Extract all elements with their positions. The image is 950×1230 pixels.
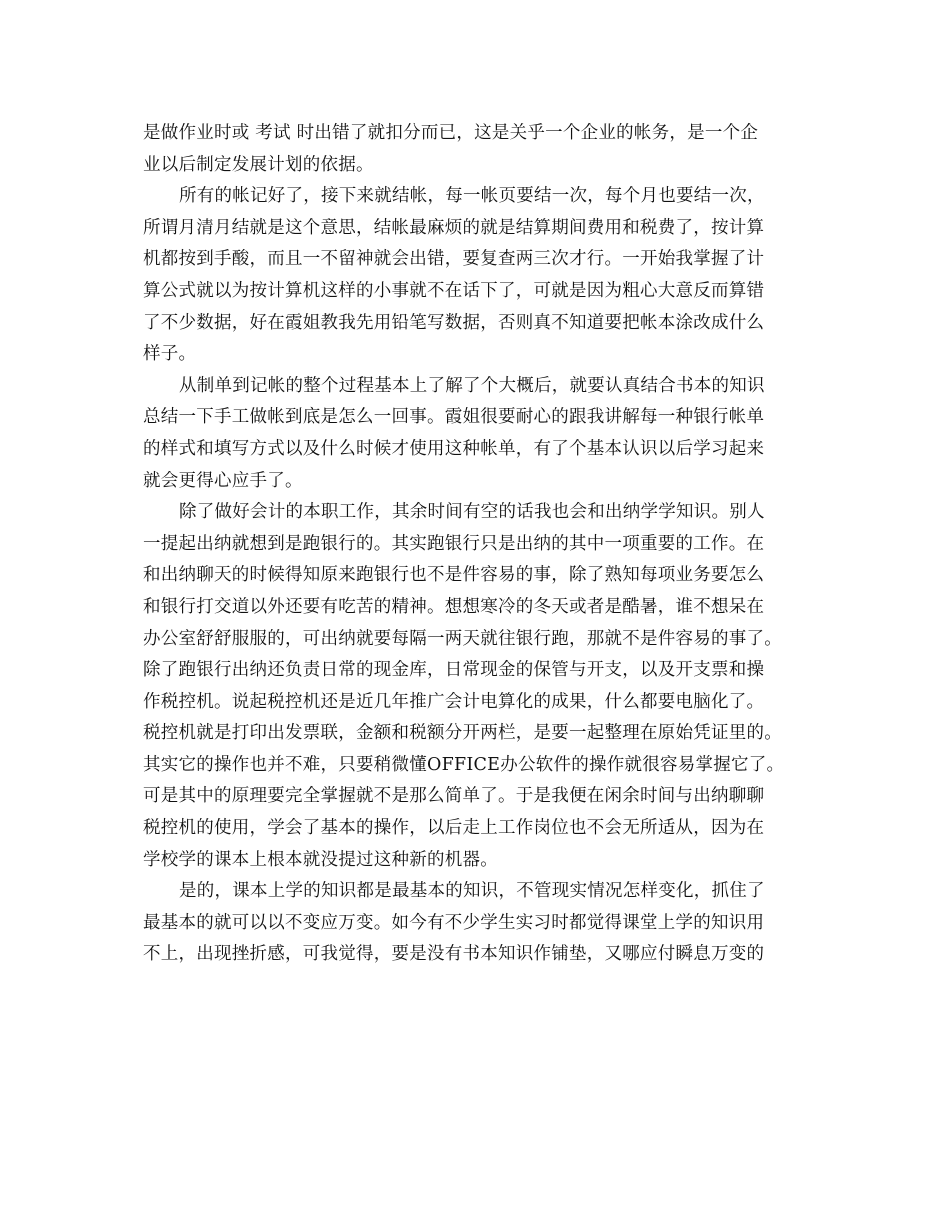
paragraph: [143, 876, 808, 971]
text-line: 了不少数据，好在霞姐教我先用铅笔写数据，否则真不知道要把帐本涂改成什么: [143, 312, 765, 333]
text-line: 从制单到记帐的整个过程基本上了解了个大概后，就要认真结合书本的知识: [179, 375, 765, 396]
paragraph: [143, 181, 808, 371]
text-line: 的样式和填写方式以及什么时候才使用这种帐单，有了个基本认识以后学习起来: [143, 438, 765, 459]
paragraph: [143, 371, 808, 497]
body-text: [143, 118, 808, 971]
text-line: 业以后制定发展计划的依据。: [143, 154, 374, 175]
text-line: 是的，课本上学的知识都是最基本的知识，不管现实情况怎样变化，抓住了: [179, 881, 765, 902]
text-line: 机都按到手酸，而且一不留神就会出错，要复查两三次才行。一开始我掌握了计: [143, 249, 765, 270]
text-line: 税控机的使用，学会了基本的操作，以后走上工作岗位也不会无所适从，因为在: [143, 818, 765, 839]
text-line: 所谓月清月结就是这个意思，结帐最麻烦的就是结算期间费用和税费了，按计算: [143, 217, 765, 238]
text-line: 是做作业时或 考试 时出错了就扣分而已，这是关乎一个企业的帐务，是一个企: [143, 123, 759, 143]
paragraph: [143, 118, 808, 181]
text-line: 办公室舒舒服服的，可出纳就要每隔一两天就往银行跑，那就不是件容易的事了。: [143, 628, 782, 649]
text-line: 和银行打交道以外还要有吃苦的精神。想想寒冷的冬天或者是酷暑，谁不想呆在: [143, 596, 765, 617]
text-line: 样子。: [143, 344, 197, 365]
text-line: 和出纳聊天的时候得知原来跑银行也不是件容易的事，除了熟知每项业务要怎么: [143, 565, 765, 586]
text-line: 除了做好会计的本职工作，其余时间有空的话我也会和出纳学学知识。别人: [179, 502, 765, 523]
text-line: 除了跑银行出纳还负责日常的现金库，日常现金的保管与开支，以及开支票和操: [143, 660, 765, 681]
text-line: 算公式就以为按计算机这样的小事就不在话下了，可就是因为粗心大意反而算错: [143, 280, 765, 301]
text-line: 就会更得心应手了。: [143, 470, 303, 491]
text-line: 作税控机。说起税控机还是近几年推广会计电算化的成果，什么都要电脑化了。: [143, 691, 765, 712]
text-line: 学校学的课本上根本就没提过这种新的机器。: [143, 849, 498, 870]
text-line: 税控机就是打印出发票联，金额和税额分开两栏，是要一起整理在原始凭证里的。: [143, 723, 782, 744]
text-line: 所有的帐记好了，接下来就结帐，每一帐页要结一次，每个月也要结一次，: [179, 186, 765, 207]
text-line: 其实它的操作也并不难，只要稍微懂OFFICE办公软件的操作就很容易掌握它了。: [143, 754, 785, 775]
text-line: 最基本的就可以以不变应万变。如今有不少学生实习时都觉得课堂上学的知识用: [143, 912, 765, 933]
text-line: 一提起出纳就想到是跑银行的。其实跑银行只是出纳的其中一项重要的工作。在: [143, 533, 765, 554]
paragraph: [143, 497, 808, 876]
text-line: 可是其中的原理要完全掌握就不是那么简单了。于是我便在闲余时间与出纳聊聊: [143, 786, 765, 807]
text-line: 不上，出现挫折感，可我觉得，要是没有书本知识作铺垫，又哪应付瞬息万变的: [143, 944, 765, 965]
text-line: 总结一下手工做帐到底是怎么一回事。霞姐很要耐心的跟我讲解每一种银行帐单: [143, 407, 765, 428]
